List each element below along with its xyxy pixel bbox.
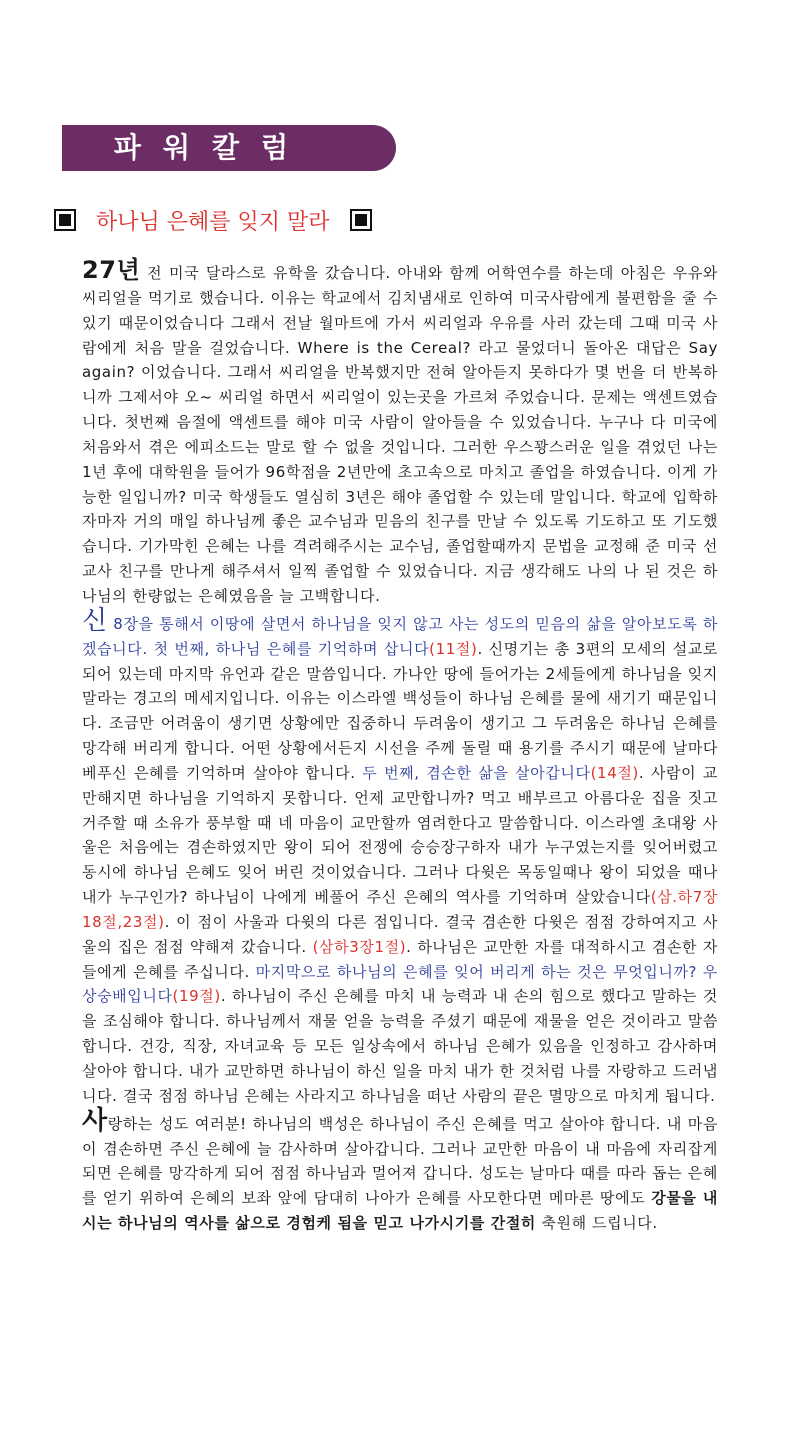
square-bullet-icon	[350, 209, 372, 231]
paragraph-text: . 사람이 교만해지면 하나님을 기억하지 못합니다. 언제 교만합니까? 먹고 배부르고 아름다운 집을 짓고 거주할 때 소유가 풍부할 때 네 마음이 교만할까 염려한다고 말씀합니다. 이스라엘 초대왕 사울은 처음에는 겸손하였지만 왕이 되어 전쟁에 승승장구하자 내가 누구였는지를 잊어버렸고 동시에 하나님 은혜도 잊어 버린 것이었습니다. 그러나 다윗은 목동일때나 왕이 되었을 때나 내가 누구인가? 하나님이 나에게 베풀어 주신 은혜의 역사를 기억하며 살았습니다	[82, 763, 719, 907]
drop-cap: 신	[82, 605, 108, 636]
verse-reference: (19절)	[172, 987, 221, 1006]
paragraph-2	[82, 605, 719, 1109]
highlight-blue: 두 번째, 겸손한 삶을 살아갑니다	[362, 763, 591, 782]
banner-title: 파워칼럼	[113, 131, 311, 164]
bold-text: 강물을 내시는 하나님의 역사를 삶으로 경험케 됨을 믿고 나가시기를 간절히	[82, 1189, 719, 1233]
verse-reference: (삼하3장1절)	[312, 937, 407, 956]
paragraph-text: 축원해 드립니다.	[536, 1214, 658, 1233]
paragraph-3	[82, 1105, 719, 1236]
paragraph-text: 랑하는 성도 여러분! 하나님의 백성은 하나님이 주신 은혜를 먹고 살아야 합니다. 내 마음이 겸손하면 주신 은혜에 늘 감사하며 살아갑니다. 그러나 교만한 마음이 내 마음에 자리잡게 되면 은혜를 망각하게 되어 점점 하나님과 멀어져 갑니다. 성도는 날마다 때를 따라 돕는 은혜를 얻기 위하여 은혜의 보좌 앞에 담대히 나아가 은혜를 사모한다면 메마른 땅에도	[82, 1114, 718, 1208]
column-banner	[62, 125, 396, 171]
drop-cap: 27년	[82, 256, 141, 284]
drop-cap: 사	[82, 1105, 108, 1136]
paragraph-text: 전 미국 달라스로 유학을 갔습니다. 아내와 함께 어학연수를 하는데 아침은 우유와 씨리얼을 먹기로 했습니다. 이유는 학교에서 김치냄새로 인하여 미국사람에게 불편함을 줄 수 있기 때문이었습니다 그래서 전날 월마트에 가서 씨리얼과 우유를 사러 갔는데 그때 미국 사람에게 처음 말을 걸었습니다. Where is the Cereal? 라고 물었더니 돌아온 대답은 Say again? 이었습니다. 그래서 씨리얼을 반복했지만 전혀 알아듣지 못하다가 몇 번을 더 반복하니까 그제서야 오~ 씨리얼 하면서 씨리얼이 있는곳을 가르쳐 주었습니다. 문제는 액센트였습니다. 첫번째 음절에 액센트를 해야 미국 사람이 알아들을 수 있었습니다. 누구나 다 미국에 처음와서 겪은 에피소드는 말로 할 수 없을 것입니다. 그러한 우스꽝스러운 일을 겪었던 나는 1년 후에 대학원을 들어가 96학점을 2년만에 초고속으로 마치고 졸업을 하였습니다. 이게 가능한 일입니까? 미국 학생들도 열심히 3년은 해야 졸업할 수 있는데 말입니다. 학교에 입학하자마자 거의 매일 하나님께 좋은 교수님과 믿음의 친구를 만날 수 있도록 기도하고 또 기도했습니다. 기가막힌 은혜는 나를 격려해주시는 교수님, 졸업할때까지 문법을 교정해 준 미국 선교사 친구를 만나게 해주셔서 일찍 졸업할 수 있었습니다. 지금 생각해도 나의 나 된 것은 하나님의 한량없는 은혜였음을 늘 고백합니다.	[82, 264, 719, 605]
verse-reference: (11절)	[429, 639, 478, 658]
paragraph-text: . 이 점이 사울과 다윗의 다른 점입니다. 결국 겸손한 다윗은 점점 강하여지고 사울의 집은 점점 약해져 갔습니다.	[82, 912, 718, 956]
highlight-blue: 8장을 통해서 이땅에 살면서 하나님을 잊지 않고 사는 성도의 믿음의 삶을 알아보도록 하겠습니다. 첫 번째, 하나님 은혜를 기억하며 삽니다	[82, 614, 718, 658]
highlight-blue: 마지막으로 하나님의 은혜를 잊어 버리게 하는 것은 무엇입니까? 우상숭배입니다	[82, 962, 718, 1006]
square-bullet-icon	[54, 209, 76, 231]
paragraph-text: . 신명기는 총 3편의 모세의 설교로 되어 있는데 마지막 유언과 같은 말씀입니다. 가나안 땅에 들어가는 2세들에게 하나님을 잊지 말라는 경고의 메세지입니다. 이유는 이스라엘 백성들이 하나님 은혜를 물에 새기기 때문입니다. 조금만 어려움이 생기면 상황에만 집중하니 두려움이 생기고 그 두려움은 하나님 은혜를 망각해 버리게 합니다. 어떤 상황에서든지 시선을 주께 돌릴 때 용기를 주시기 때문에 날마다 베푸신 은혜를 기억하며 살아야 합니다.	[82, 639, 718, 782]
verse-reference: (14절)	[590, 763, 639, 782]
paragraph-1	[82, 258, 718, 609]
article-title-row	[54, 203, 372, 237]
verse-reference: (삼.하7장18절,23절)	[82, 888, 718, 931]
paragraph-text: . 하나님은 교만한 자를 대적하시고 겸손한 자들에게 은혜를 주십니다.	[82, 937, 718, 981]
article-title: 하나님 은혜를 잊지 말라	[96, 209, 330, 235]
article-body	[82, 258, 718, 1236]
paragraph-text: . 하나님이 주신 은혜를 마치 내 능력과 내 손의 힘으로 했다고 말하는 것을 조심해야 합니다. 하나님께서 재물 얻을 능력을 주셨기 때문에 재물을 얻은 것이라고 말씀합니다. 건강, 직장, 자녀교육 등 모든 일상속에서 하나님 은혜가 있음을 인정하고 감사하며 살아야 합니다. 내가 교만하면 하나님이 하신 일을 마치 내가 한 것처럼 나를 자랑하고 드러냅니다. 결국 점점 하나님 은혜는 사라지고 하나님을 떠난 사람의 끝은 멸망으로 마치게 됩니다.	[82, 987, 718, 1105]
